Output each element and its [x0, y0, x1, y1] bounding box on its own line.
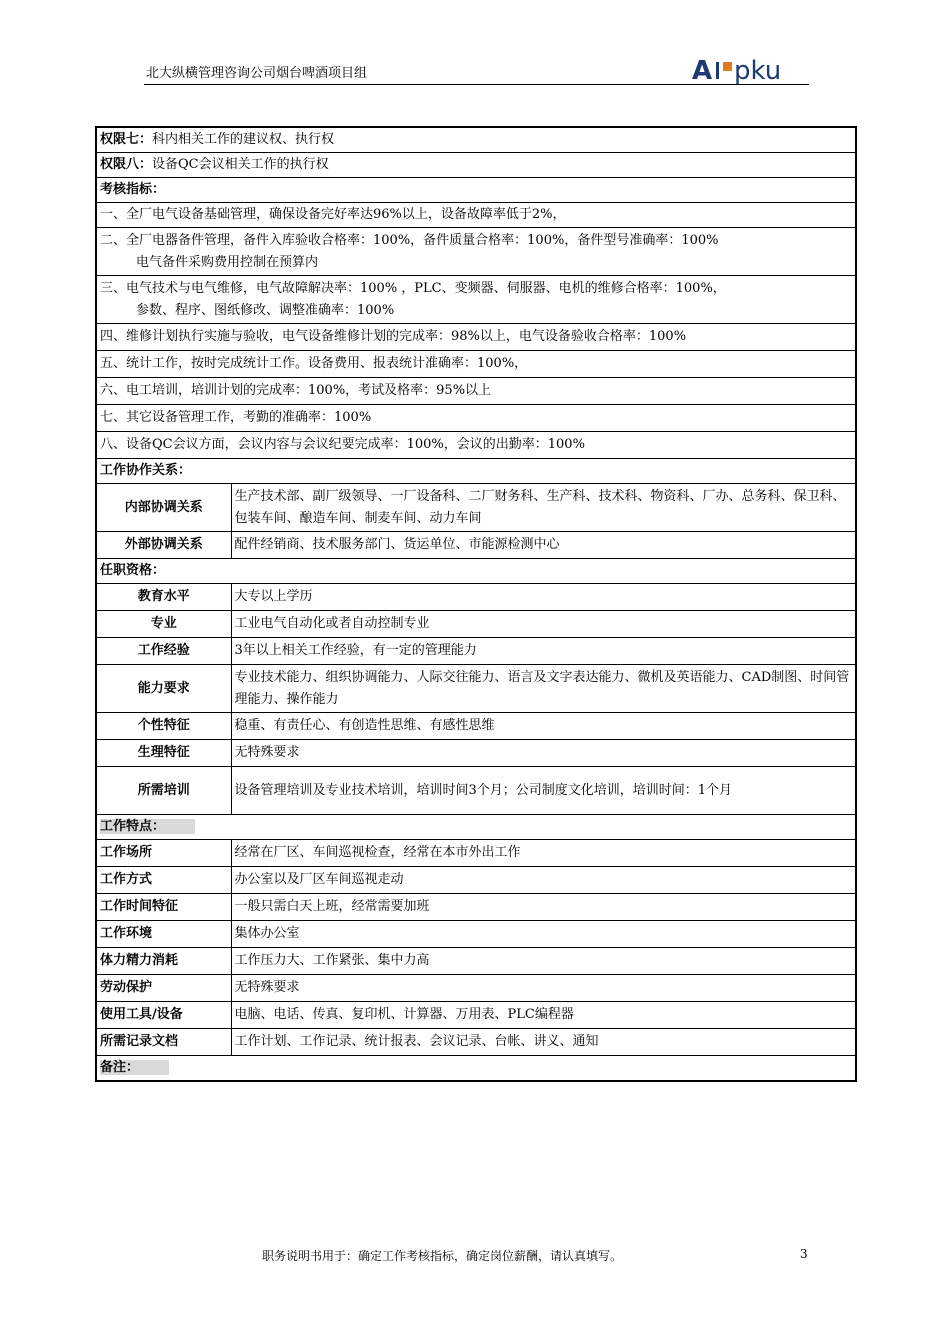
- personality-label: 个性特征: [96, 713, 231, 740]
- physical-label: 生理特征: [96, 740, 231, 767]
- major-value: 工业电气自动化或者自动控制专业: [231, 611, 856, 638]
- feature-row: [96, 975, 856, 1002]
- kpi-item-line: 三、电气技术与电气维修，电气故障解决率：100% ，PLC、变频器、伺服器、电机的维修合格率：100%，: [100, 280, 726, 296]
- cooperation-row: [96, 484, 856, 532]
- page-number: 3: [800, 1247, 808, 1261]
- cooperation-title: 工作协作关系：: [96, 459, 856, 484]
- documents-value: 工作计划、工作记录、统计报表、会议记录、台帐、讲义、通知: [231, 1029, 856, 1056]
- energy-label: 体力精力消耗: [96, 948, 231, 975]
- experience-value: 3年以上相关工作经验，有一定的管理能力: [231, 638, 856, 665]
- kpi-item-line: 二、全厂电器备件管理，备件入库验收合格率：100%，备件质量合格率：100%，备件型号准确率：100%: [100, 232, 719, 248]
- authority-7-label: 权限七：: [100, 132, 153, 147]
- qualification-row: [96, 767, 856, 815]
- feature-row: [96, 1029, 856, 1056]
- kpi-item: 六、电工培训，培训计划的完成率：100%，考试及格率：95%以上: [96, 378, 856, 405]
- training-value: 设备管理培训及专业技术培训，培训时间3个月；公司制度文化培训，培训时间：1个月: [231, 767, 856, 815]
- footer-note: 职务说明书用于：确定工作考核指标，确定岗位薪酬，请认真填写。: [262, 1249, 623, 1263]
- authority-row: [96, 127, 856, 153]
- features-title-cell: [96, 815, 856, 840]
- features-title: 工作特点：: [100, 819, 195, 834]
- workplace-label: 工作场所: [96, 840, 231, 867]
- internal-coordination-value: 生产技术部、副厂级领导、一厂设备科、二厂财务科、生产科、技术科、物资科、厂办、总务科、保卫科、包装车间、酿造车间、制麦车间、动力车间: [231, 484, 856, 532]
- work-time-label: 工作时间特征: [96, 894, 231, 921]
- kpi-item-line: 电气备件采购费用控制在预算内: [136, 254, 319, 270]
- kpi-item: 七、其它设备管理工作，考勤的准确率：100%: [96, 405, 856, 432]
- environment-value: 集体办公室: [231, 921, 856, 948]
- internal-coordination-label: 内部协调关系: [96, 484, 231, 532]
- protection-value: 无特殊要求: [231, 975, 856, 1002]
- feature-row: [96, 840, 856, 867]
- ability-value: 专业技术能力、组织协调能力、人际交往能力、语言及文字表达能力、微机及英语能力、CAD制图、时间管理能力、操作能力: [231, 665, 856, 713]
- qualification-row: [96, 665, 856, 713]
- kpi-title: 考核指标：: [96, 178, 856, 203]
- kpi-item: 五、统计工作，按时完成统计工作。设备费用、报表统计准确率：100%，: [96, 351, 856, 378]
- feature-row: [96, 894, 856, 921]
- education-label: 教育水平: [96, 584, 231, 611]
- qualification-row: [96, 740, 856, 767]
- authority-7-text: 科内相关工作的建议权、执行权: [152, 132, 335, 147]
- external-coordination-value: 配件经销商、技术服务部门、货运单位、市能源检测中心: [231, 532, 856, 559]
- ability-label: 能力要求: [96, 665, 231, 713]
- work-time-value: 一般只需白天上班，经常需要加班: [231, 894, 856, 921]
- documents-label: 所需记录文档: [96, 1029, 231, 1056]
- kpi-item: 八、设备QC会议方面，会议内容与会议纪要完成率：100%，会议的出勤率：100%: [96, 432, 856, 459]
- work-mode-label: 工作方式: [96, 867, 231, 894]
- authority-8-text: 设备QC会议相关工作的执行权: [152, 157, 329, 172]
- remarks-title: 备注：: [100, 1060, 169, 1075]
- energy-value: 工作压力大、工作紧张、集中力高: [231, 948, 856, 975]
- svg-text:pku: pku: [734, 56, 782, 86]
- tools-value: 电脑、电话、传真、复印机、计算器、万用表、PLC编程器: [231, 1002, 856, 1029]
- qualification-row: [96, 611, 856, 638]
- education-value: 大专以上学历: [231, 584, 856, 611]
- kpi-item: 一、全厂电气设备基础管理，确保设备完好率达96%以上，设备故障率低于2%，: [96, 203, 856, 228]
- workplace-value: 经常在厂区、车间巡视检查，经常在本市外出工作: [231, 840, 856, 867]
- kpi-item: 四、维修计划执行实施与验收，电气设备维修计划的完成率：98%以上，电气设备验收合格率：100%: [96, 324, 856, 351]
- environment-label: 工作环境: [96, 921, 231, 948]
- training-label: 所需培训: [96, 767, 231, 815]
- feature-row: [96, 921, 856, 948]
- qualification-row: [96, 584, 856, 611]
- kpi-item: [96, 228, 856, 276]
- protection-label: 劳动保护: [96, 975, 231, 1002]
- kpi-item-line: 参数、程序、图纸修改、调整准确率：100%: [136, 302, 395, 318]
- feature-row: [96, 1002, 856, 1029]
- external-coordination-label: 外部协调关系: [96, 532, 231, 559]
- experience-label: 工作经验: [96, 638, 231, 665]
- svg-text:A: A: [692, 56, 713, 86]
- tools-label: 使用工具/设备: [96, 1002, 231, 1029]
- physical-value: 无特殊要求: [231, 740, 856, 767]
- feature-row: [96, 867, 856, 894]
- authority-8-label: 权限八：: [100, 157, 153, 172]
- job-description-table: [95, 126, 857, 1082]
- qualification-row: [96, 638, 856, 665]
- personality-value: 稳重、有责任心、有创造性思维、有感性思维: [231, 713, 856, 740]
- remarks-cell: [96, 1056, 856, 1082]
- header-divider: [144, 84, 809, 85]
- header-title: 北大纵横管理咨询公司烟台啤酒项目组: [146, 66, 368, 81]
- cooperation-row: [96, 532, 856, 559]
- work-mode-value: 办公室以及厂区车间巡视走动: [231, 867, 856, 894]
- major-label: 专业: [96, 611, 231, 638]
- authority-row: [96, 153, 856, 178]
- company-logo: [690, 54, 808, 86]
- qualification-title: 任职资格：: [96, 559, 856, 584]
- feature-row: [96, 948, 856, 975]
- kpi-item: [96, 276, 856, 324]
- qualification-row: [96, 713, 856, 740]
